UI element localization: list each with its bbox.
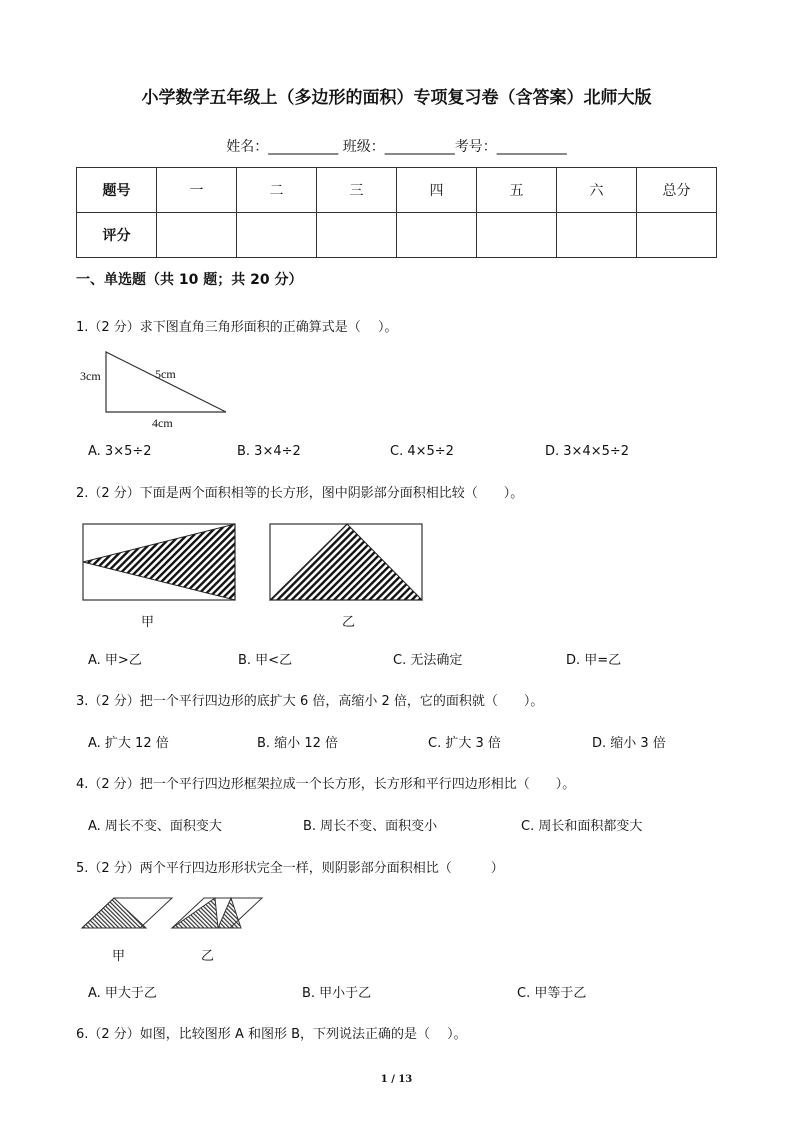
figure-label: 乙 [342,615,356,630]
figure-label: 甲 [112,949,126,964]
option-c[interactable]: C. 扩大 3 倍 [428,736,501,751]
page-title: 小学数学五年级上（多边形的面积）专项复习卷（含答案）北师大版 [141,88,652,108]
figure-label: 甲 [141,615,155,630]
option-c[interactable]: C. 周长和面积都变大 [521,819,643,834]
option-c[interactable]: C. 甲等于乙 [517,986,587,1001]
page-number: 1 / 13 [380,1074,413,1085]
question-4: 4.（2 分）把一个平行四边形框架拉成一个长方形，长方形和平行四边形相比（ ）。 [76,777,576,792]
rectangles-figure [80,520,430,604]
score-cell [637,213,717,258]
option-b[interactable]: B. 甲小于乙 [302,986,372,1001]
question-3: 3.（2 分）把一个平行四边形的底扩大 6 倍，高缩小 2 倍，它的面积就（ ）。 [76,694,544,709]
table-header-cell: 三 [317,168,397,213]
name-class-number-line: 姓名：__________ 班级：__________考号：__________ [226,139,567,155]
option-b[interactable]: B. 3×4÷2 [237,444,301,459]
score-cell [157,213,237,258]
figure-label: 4cm [152,416,173,430]
option-b[interactable]: B. 缩小 12 倍 [257,736,338,751]
option-d[interactable]: D. 3×4×5÷2 [545,444,630,459]
figure-label: 5cm [155,367,176,381]
option-a[interactable]: A. 甲>乙 [88,653,142,668]
table-header-cell: 二 [237,168,317,213]
section-heading: 一、单选题（共 10 题；共 20 分） [76,272,303,288]
score-table [76,167,717,258]
table-header-cell: 一 [157,168,237,213]
score-cell [237,213,317,258]
score-cell [477,213,557,258]
question-6: 6.（2 分）如图，比较图形 A 和图形 B，下列说法正确的是（ ）。 [76,1027,467,1042]
question-5: 5.（2 分）两个平行四边形形状完全一样，则阴影部分面积相比（ ） [76,861,504,876]
option-d[interactable]: D. 甲=乙 [566,653,622,668]
option-b[interactable]: B. 周长不变、面积变小 [303,819,438,834]
table-row [77,168,717,213]
table-header-cell: 总分 [637,168,717,213]
table-header-cell: 六 [557,168,637,213]
option-a[interactable]: A. 3×5÷2 [88,444,152,459]
table-row [77,213,717,258]
option-b[interactable]: B. 甲<乙 [238,653,293,668]
option-c[interactable]: C. 无法确定 [393,653,463,668]
score-cell [397,213,477,258]
option-c[interactable]: C. 4×5÷2 [390,444,454,459]
parallelograms-figure [78,892,278,932]
table-header-cell: 题号 [77,168,157,213]
table-header-cell: 五 [477,168,557,213]
table-row-label: 评分 [77,213,157,258]
option-d[interactable]: D. 缩小 3 倍 [592,736,666,751]
table-header-cell: 四 [397,168,477,213]
score-cell [317,213,397,258]
score-cell [557,213,637,258]
question-2: 2.（2 分）下面是两个面积相等的长方形，图中阴影部分面积相比较（ ）。 [76,486,524,501]
option-a[interactable]: A. 扩大 12 倍 [88,736,169,751]
option-a[interactable]: A. 甲大于乙 [88,986,157,1001]
question-1: 1.（2 分）求下图直角三角形面积的正确算式是（ ）。 [76,320,398,335]
figure-label: 3cm [80,369,101,383]
option-a[interactable]: A. 周长不变、面积变大 [88,819,222,834]
figure-label: 乙 [201,949,215,964]
